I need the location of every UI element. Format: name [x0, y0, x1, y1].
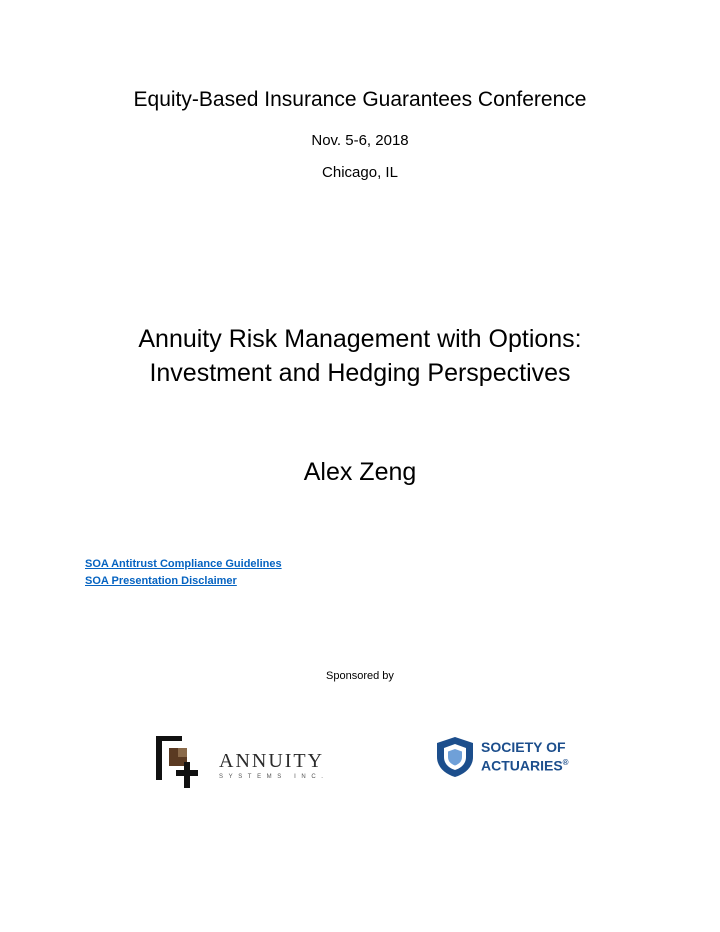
- antitrust-guidelines-link[interactable]: SOA Antitrust Compliance Guidelines: [85, 558, 282, 570]
- conference-location: Chicago, IL: [322, 164, 398, 181]
- soa-registered-mark: ®: [562, 758, 569, 767]
- annuity-wordmark: ANNUITY: [219, 750, 325, 772]
- session-title-line-1: Annuity Risk Management with Options:: [138, 325, 582, 353]
- society-of-actuaries-logo: [433, 735, 573, 781]
- conference-title: Equity-Based Insurance Guarantees Conference: [133, 88, 587, 111]
- annuity-systems-logo: [154, 734, 329, 794]
- session-title-line-2: Investment and Hedging Perspectives: [149, 359, 571, 387]
- soa-wordmark-line-2: [481, 755, 569, 774]
- presentation-disclaimer-link[interactable]: SOA Presentation Disclaimer: [85, 575, 237, 587]
- soa-shield-icon: [433, 735, 477, 779]
- soa-wordmark-line-1: SOCIETY OF: [481, 739, 566, 755]
- annuity-subtitle: SYSTEMS INC.: [219, 774, 329, 780]
- soa-wordmark-actuaries: ACTUARIES: [481, 757, 563, 774]
- session-title: [0, 322, 720, 390]
- annuity-mark-icon: [154, 734, 214, 794]
- sponsored-by-label: Sponsored by: [326, 670, 394, 682]
- conference-dates: Nov. 5-6, 2018: [311, 132, 409, 149]
- presenter-name: Alex Zeng: [303, 458, 417, 486]
- soa-wordmark: [481, 740, 569, 774]
- disclaimer-links: [85, 556, 282, 590]
